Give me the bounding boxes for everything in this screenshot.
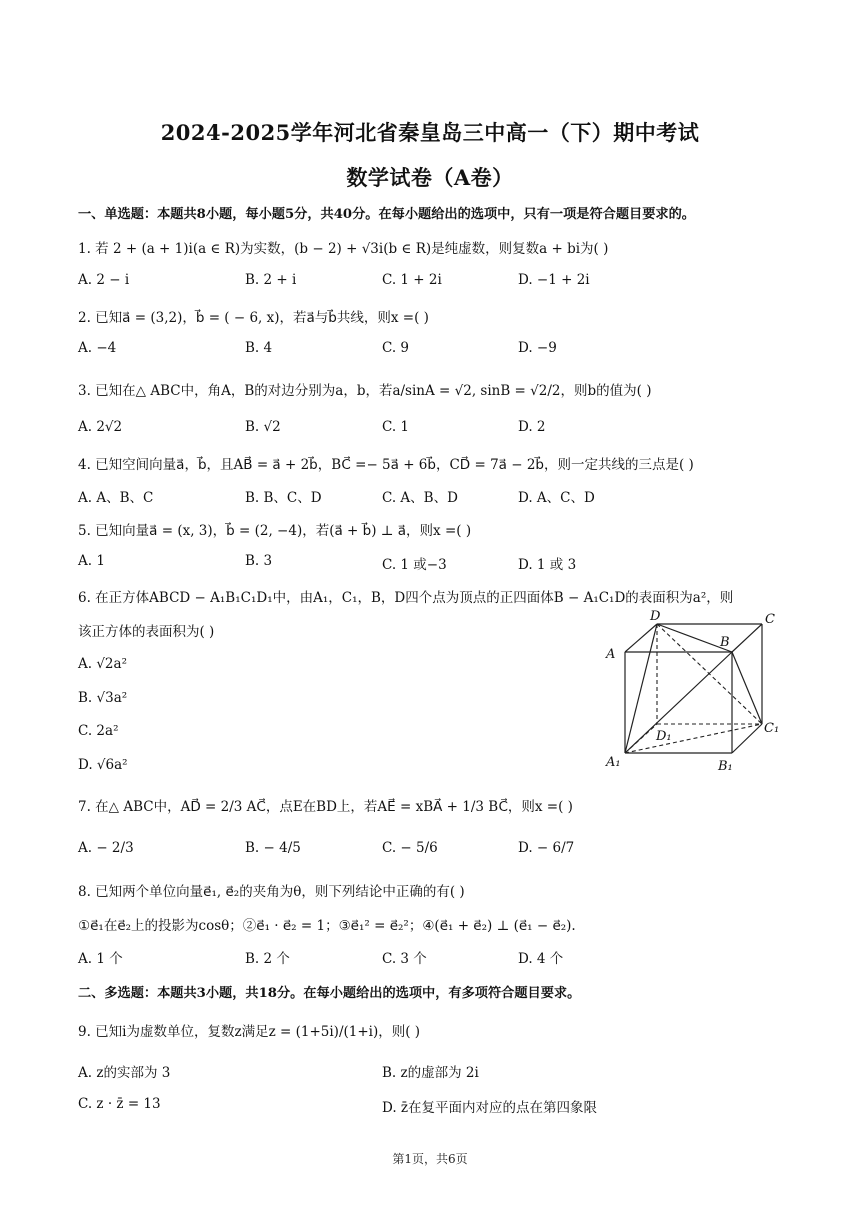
question-2-option-d: D. −9	[518, 340, 557, 356]
question-7-stem: 7. 在△ ABC中，AD⃗ = 2/3 AC⃗，点E在BD上，若AE⃗ = xBA⃗ + 1/3 BC⃗，则x =( )	[78, 799, 573, 815]
cube-edge	[625, 624, 657, 652]
question-2-option-b: B. 4	[245, 340, 273, 356]
question-1-stem: 1. 若 2 + (a + 1)i(a ∈ R)为实数，(b − 2) + √3i(b ∈ R)是纯虚数，则复数a + bi为( )	[78, 241, 609, 257]
tetra-edge-a1c1	[625, 724, 762, 753]
question-3-option-c: C. 1	[382, 419, 410, 435]
label-b1: B₁	[718, 759, 733, 774]
label-d1: D₁	[656, 729, 672, 744]
question-3-option-b: B. √2	[245, 419, 281, 435]
question-6-option-c: C. 2a²	[78, 723, 119, 739]
question-7-option-d: D. − 6/7	[518, 840, 575, 856]
question-6-stem: 6. 在正方体ABCD − A₁B₁C₁D₁中，由A₁，C₁，B，D四个点为顶点的正四面体B − A₁C₁D的表面积为a²，则	[78, 590, 734, 606]
question-1-option-a: A. 2 − i	[78, 272, 130, 288]
question-8-option-a: A. 1 个	[78, 951, 123, 967]
question-1-option-b: B. 2 + i	[245, 272, 297, 288]
question-2-option-c: C. 9	[382, 340, 410, 356]
question-1-option-d: D. −1 + 2i	[518, 272, 590, 288]
exam-subtitle: 数学试卷（A卷）	[346, 165, 514, 190]
question-7-option-a: A. − 2/3	[78, 840, 134, 856]
question-9-option-d: D. z̄在复平面内对应的点在第四象限	[382, 1100, 598, 1116]
question-6-option-b: B. √3a²	[78, 690, 128, 706]
question-6-stem-continued: 该正方体的表面积为( )	[78, 624, 215, 640]
tetra-edge-bc1	[732, 652, 762, 724]
question-6-option-d: D. √6a²	[78, 757, 128, 773]
label-b: B	[720, 635, 730, 650]
label-c1: C₁	[764, 721, 780, 736]
exam-title: 2024-2025学年河北省秦皇岛三中高一（下）期中考试	[160, 120, 700, 145]
question-4-stem: 4. 已知空间向量a⃗，b⃗，且AB⃗ = a⃗ + 2b⃗，BC⃗ =− 5a⃗ + 6b⃗，CD⃗ = 7a⃗ − 2b⃗，则一定共线的三点是( )	[78, 457, 694, 473]
question-4-option-a: A. A、B、C	[78, 490, 154, 506]
question-8-option-b: B. 2 个	[245, 951, 290, 967]
label-a1: A₁	[606, 755, 621, 770]
question-5-option-b: B. 3	[245, 553, 273, 569]
cube-figure	[600, 608, 790, 778]
section-multiple-choice: 二、多选题：本题共3小题，共18分。在每小题给出的选项中，有多项符合题目要求。	[78, 986, 581, 1001]
cube-edge	[732, 624, 762, 652]
tetra-edge-a1d	[625, 624, 657, 753]
label-c: C	[765, 612, 775, 627]
question-5-option-d: D. 1 或 3	[518, 557, 577, 573]
page-footer: 第1页，共6页	[392, 1152, 468, 1166]
question-8-statements: ①e⃗₁在e⃗₂上的投影为cosθ；②e⃗₁ · e⃗₂ = 1；③e⃗₁² = e⃗₂²；④(e⃗₁ + e⃗₂) ⊥ (e⃗₁ − e⃗₂).	[78, 918, 576, 934]
question-5-option-a: A. 1	[78, 553, 105, 569]
question-8-stem: 8. 已知两个单位向量e⃗₁, e⃗₂的夹角为θ，则下列结论中正确的有( )	[78, 884, 465, 900]
question-5-option-c: C. 1 或−3	[382, 557, 447, 573]
question-9-option-a: A. z的实部为 3	[78, 1065, 171, 1081]
question-5-stem: 5. 已知向量a⃗ = (x, 3)，b⃗ = (2, −4)，若(a⃗ + b⃗) ⊥ a⃗，则x =( )	[78, 523, 472, 539]
label-a: A	[606, 647, 616, 662]
question-8-option-d: D. 4 个	[518, 951, 564, 967]
question-3-option-d: D. 2	[518, 419, 546, 435]
question-4-option-c: C. A、B、D	[382, 490, 458, 506]
question-6-option-a: A. √2a²	[78, 656, 127, 672]
question-3-stem: 3. 已知在△ ABC中，角A，B的对边分别为a，b，若a/sinA = √2, sinB = √2/2，则b的值为( )	[78, 383, 652, 399]
question-7-option-c: C. − 5/6	[382, 840, 438, 856]
question-4-option-d: D. A、C、D	[518, 490, 595, 506]
question-8-option-c: C. 3 个	[382, 951, 427, 967]
cube-edge	[732, 724, 762, 753]
question-1-option-c: C. 1 + 2i	[382, 272, 442, 288]
question-2-option-a: A. −4	[78, 340, 117, 356]
question-3-option-a: A. 2√2	[78, 419, 123, 435]
question-9-option-c: C. z · z̄ = 13	[78, 1096, 161, 1112]
question-9-option-b: B. z的虚部为 2i	[382, 1065, 479, 1081]
question-7-option-b: B. − 4/5	[245, 840, 301, 856]
question-2-stem: 2. 已知a⃗ = (3,2)，b⃗ = ( − 6, x)，若a⃗与b⃗共线，则x =( )	[78, 310, 429, 326]
question-4-option-b: B. B、C、D	[245, 490, 322, 506]
question-9-stem: 9. 已知i为虚数单位，复数z满足z = (1+5i)/(1+i)，则( )	[78, 1024, 421, 1040]
label-d: D	[650, 609, 661, 624]
section-single-choice: 一、单选题：本题共8小题，每小题5分，共40分。在每小题给出的选项中，只有一项是符合题目要求的。	[78, 207, 695, 222]
